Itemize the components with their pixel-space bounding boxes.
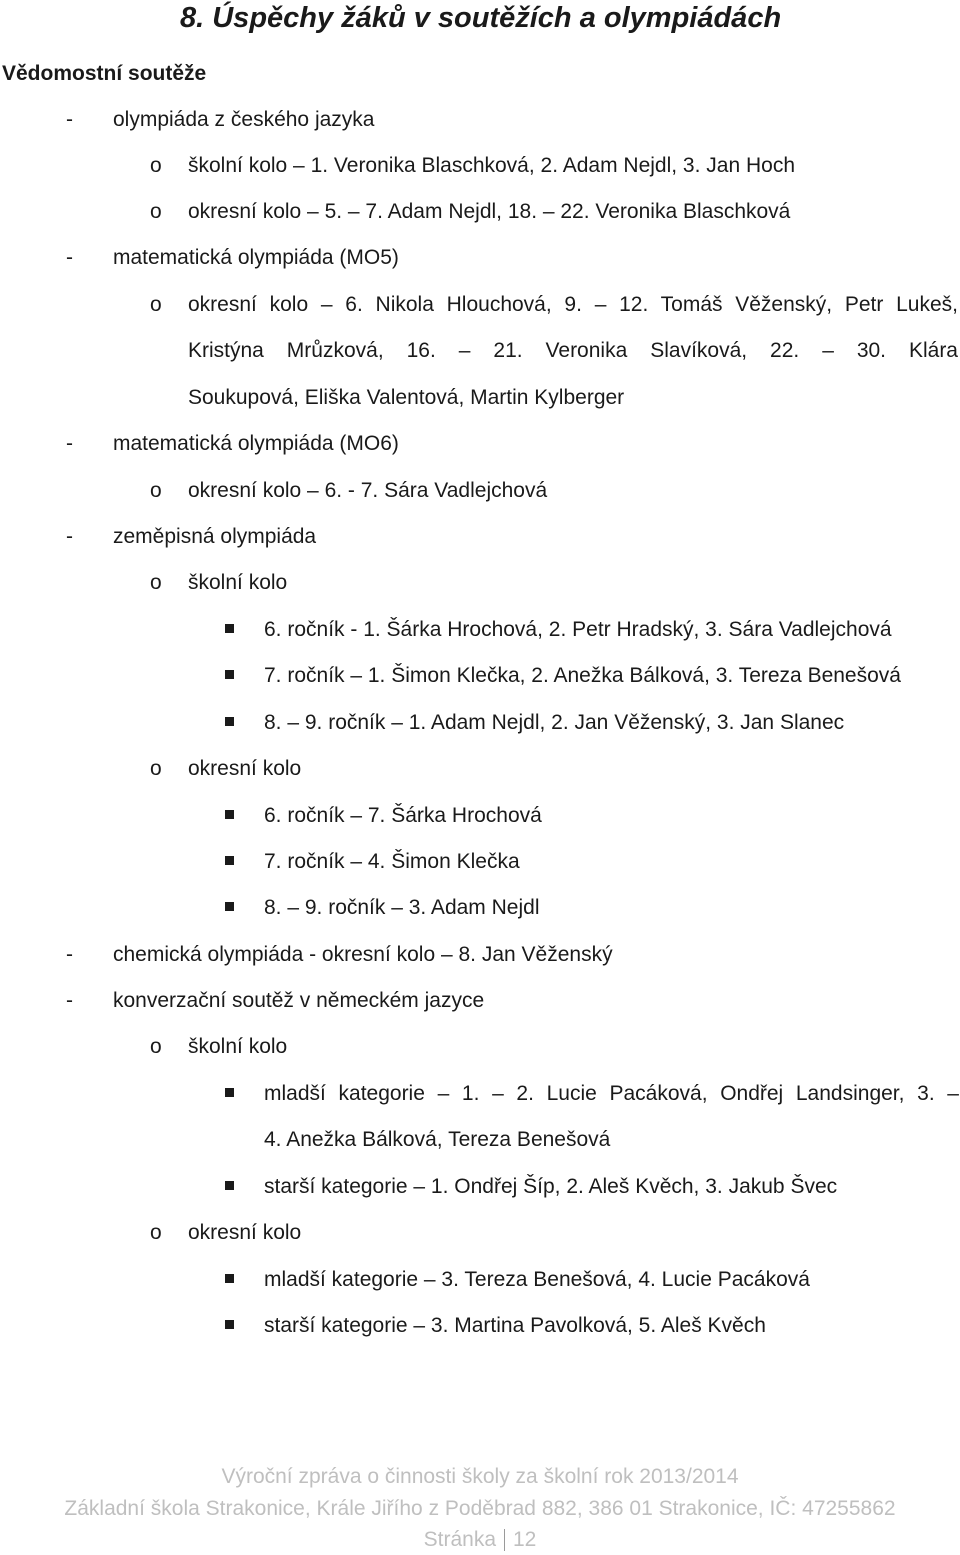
circle-bullet: o xyxy=(150,1035,162,1058)
list-item-german-district-senior: starší kategorie – 3. Martina Pavolková, 5. Aleš Kvěch xyxy=(264,1314,766,1337)
square-bullet xyxy=(225,717,234,726)
list-item-geography-district-grade8-9: 8. – 9. ročník – 3. Adam Nejdl xyxy=(264,896,540,919)
list-item-czech-school-round: školní kolo – 1. Veronika Blaschková, 2. Adam Nejdl, 3. Jan Hoch xyxy=(188,154,796,177)
square-bullet xyxy=(225,624,234,633)
square-bullet xyxy=(225,1181,234,1190)
list-item-geography-olympiad: zeměpisná olympiáda xyxy=(113,525,317,548)
section-heading: Vědomostní soutěže xyxy=(2,62,207,85)
square-bullet xyxy=(225,1274,234,1283)
list-item-geography-school-grade6: 6. ročník - 1. Šárka Hrochová, 2. Petr Hradský, 3. Sára Vadlejchová xyxy=(264,618,892,641)
circle-bullet: o xyxy=(150,571,162,594)
square-bullet xyxy=(225,810,234,819)
list-item-mo5-district-line3: Soukupová, Eliška Valentová, Martin Kylberger xyxy=(188,386,625,409)
list-item-czech-district-round: okresní kolo – 5. – 7. Adam Nejdl, 18. – 22. Veronika Blaschková xyxy=(188,200,791,223)
list-item-german-school-round: školní kolo xyxy=(188,1035,288,1058)
dash-bullet: - xyxy=(66,943,73,966)
list-item-math-olympiad-mo6: matematická olympiáda (MO6) xyxy=(113,432,399,455)
list-item-math-olympiad-mo5: matematická olympiáda (MO5) xyxy=(113,246,399,269)
list-item-german-district-junior: mladší kategorie – 3. Tereza Benešová, 4. Lucie Pacáková xyxy=(264,1268,810,1291)
page-title: 8. Úspěchy žáků v soutěžích a olympiádách xyxy=(180,2,782,34)
dash-bullet: - xyxy=(66,432,73,455)
footer-report-title: Výroční zpráva o činnosti školy za školní rok 2013/2014 xyxy=(221,1465,739,1488)
list-item-geography-district-grade6: 6. ročník – 7. Šárka Hrochová xyxy=(264,804,542,827)
circle-bullet: o xyxy=(150,154,162,177)
list-item-mo5-district-line2: Kristýna Mrůzková, 16. – 21. Veronika Slavíková, 22. – 30. Klára xyxy=(188,339,958,362)
dash-bullet: - xyxy=(66,108,73,131)
list-item-geography-district-grade7: 7. ročník – 4. Šimon Klečka xyxy=(264,850,520,873)
list-item-geography-school-grade8-9: 8. – 9. ročník – 1. Adam Nejdl, 2. Jan Věženský, 3. Jan Slanec xyxy=(264,711,845,734)
footer-school-address: Základní škola Strakonice, Krále Jiřího z Poděbrad 882, 386 01 Strakonice, IČ: 47255862 xyxy=(64,1497,896,1520)
footer-page-indicator xyxy=(0,1526,960,1554)
circle-bullet: o xyxy=(150,479,162,502)
list-item-german-district-round: okresní kolo xyxy=(188,1221,302,1244)
page-label: Stránka xyxy=(423,1528,496,1551)
square-bullet xyxy=(225,856,234,865)
circle-bullet: o xyxy=(150,200,162,223)
square-bullet xyxy=(225,1320,234,1329)
list-item-geography-school-round: školní kolo xyxy=(188,571,288,594)
list-item-geography-school-grade7: 7. ročník – 1. Šimon Klečka, 2. Anežka Bálková, 3. Tereza Benešová xyxy=(264,664,901,687)
list-item-german-school-senior: starší kategorie – 1. Ondřej Šíp, 2. Aleš Kvěch, 3. Jakub Švec xyxy=(264,1175,838,1198)
list-item-geography-district-round: okresní kolo xyxy=(188,757,302,780)
circle-bullet: o xyxy=(150,293,162,316)
square-bullet xyxy=(225,1088,234,1097)
page-number: 12 xyxy=(513,1528,537,1551)
square-bullet xyxy=(225,670,234,679)
dash-bullet: - xyxy=(66,525,73,548)
list-item-czech-olympiad: olympiáda z českého jazyka xyxy=(113,108,375,131)
list-item-german-school-junior-line2: 4. Anežka Bálková, Tereza Benešová xyxy=(264,1128,611,1151)
circle-bullet: o xyxy=(150,1221,162,1244)
list-item-german-school-junior-line1: mladší kategorie – 1. – 2. Lucie Pacáková, Ondřej Landsinger, 3. – xyxy=(264,1082,959,1105)
circle-bullet: o xyxy=(150,757,162,780)
dash-bullet: - xyxy=(66,989,73,1012)
list-item-chemistry-olympiad: chemická olympiáda - okresní kolo – 8. Jan Věženský xyxy=(113,943,613,966)
list-item-german-competition: konverzační soutěž v německém jazyce xyxy=(113,989,485,1012)
list-item-mo6-district: okresní kolo – 6. - 7. Sára Vadlejchová xyxy=(188,479,548,502)
square-bullet xyxy=(225,902,234,911)
list-item-mo5-district-line1: okresní kolo – 6. Nikola Hlouchová, 9. – 12. Tomáš Věženský, Petr Lukeš, xyxy=(188,293,958,316)
dash-bullet: - xyxy=(66,246,73,269)
page-separator xyxy=(504,1529,505,1551)
